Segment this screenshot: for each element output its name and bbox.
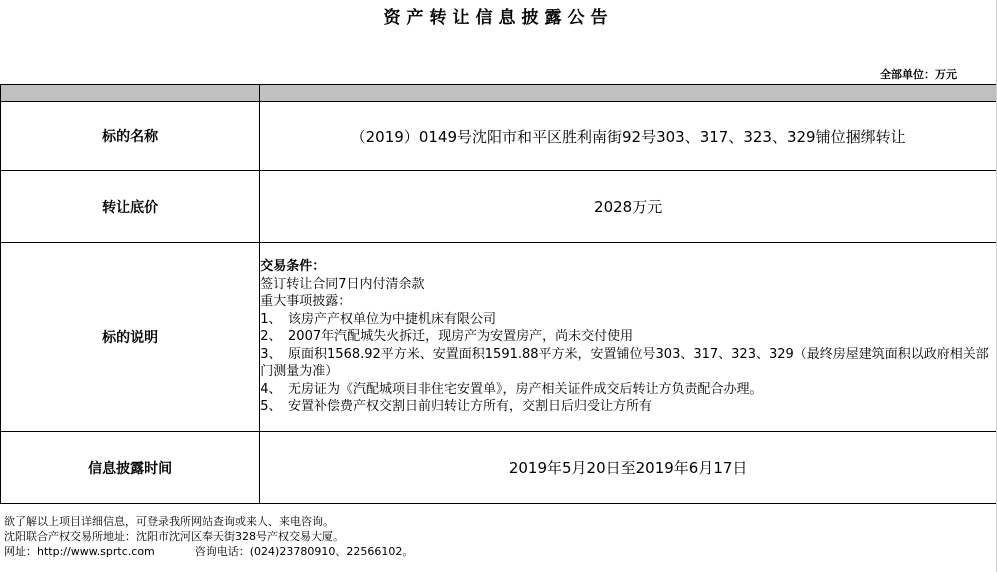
table-row-name bbox=[1, 102, 997, 171]
description-content bbox=[260, 243, 997, 432]
table-row-description bbox=[1, 243, 997, 432]
footer-phone: 咨询电话：(024)23780910、22566102。 bbox=[194, 545, 414, 558]
description-line: 1、 该房产产权单位为中捷机床有限公司 bbox=[260, 311, 497, 327]
footer-line-address: 沈阳联合产权交易所地址：沈阳市沈河区奉天街328号产权交易大厦。 bbox=[4, 530, 344, 543]
name-label: 标的名称 bbox=[1, 102, 260, 171]
footer-line-inquiry: 欲了解以上项目详细信息，可登录我所网站查询或来人、来电咨询。 bbox=[4, 515, 334, 528]
footer bbox=[4, 514, 413, 559]
page-title: 资产转让信息披露公告 bbox=[383, 8, 614, 28]
description-label: 标的说明 bbox=[1, 243, 260, 432]
description-line: 2、 2007年汽配城失火拆迁，现房产为安置房产，尚未交付使用 bbox=[260, 329, 634, 345]
table-row-price bbox=[1, 171, 997, 243]
table-header-row bbox=[1, 85, 997, 102]
description-line: 4、 无房证为《汽配城项目非住宅安置单》，房产相关证件成交后转让方负责配合办理。 bbox=[260, 381, 763, 397]
price-label: 转让底价 bbox=[1, 171, 260, 243]
description-line: 3、 原面积1568.92平方米、安置面积1591.88平方米，安置铺位号303、317、323、329（最终房屋建筑面积以政府相关部门测量为准） bbox=[260, 346, 989, 380]
footer-website: 网址：http://www.sprtc.com bbox=[4, 545, 155, 558]
table-row-period bbox=[1, 432, 997, 504]
name-value: （2019）0149号沈阳市和平区胜利南街92号303、317、323、329铺位捆绑转让 bbox=[260, 102, 997, 171]
description-line: 签订转让合同7日内付清余款 bbox=[260, 276, 425, 292]
disclosure-table bbox=[0, 84, 997, 504]
trade-conditions-heading: 交易条件： bbox=[260, 259, 326, 275]
period-value: 2019年5月20日至2019年6月17日 bbox=[260, 432, 997, 504]
header-cell-right bbox=[260, 85, 997, 102]
disclosure-heading: 重大事项披露： bbox=[260, 294, 352, 310]
footer-line-contact bbox=[4, 544, 413, 559]
header-cell-left bbox=[1, 85, 260, 102]
description-line: 5、 安置补偿费产权交割日前归转让方所有，交割日后归受让方所有 bbox=[260, 399, 653, 415]
unit-label: 全部单位：万元 bbox=[880, 68, 957, 81]
period-label: 信息披露时间 bbox=[1, 432, 260, 504]
price-value: 2028万元 bbox=[260, 171, 997, 243]
